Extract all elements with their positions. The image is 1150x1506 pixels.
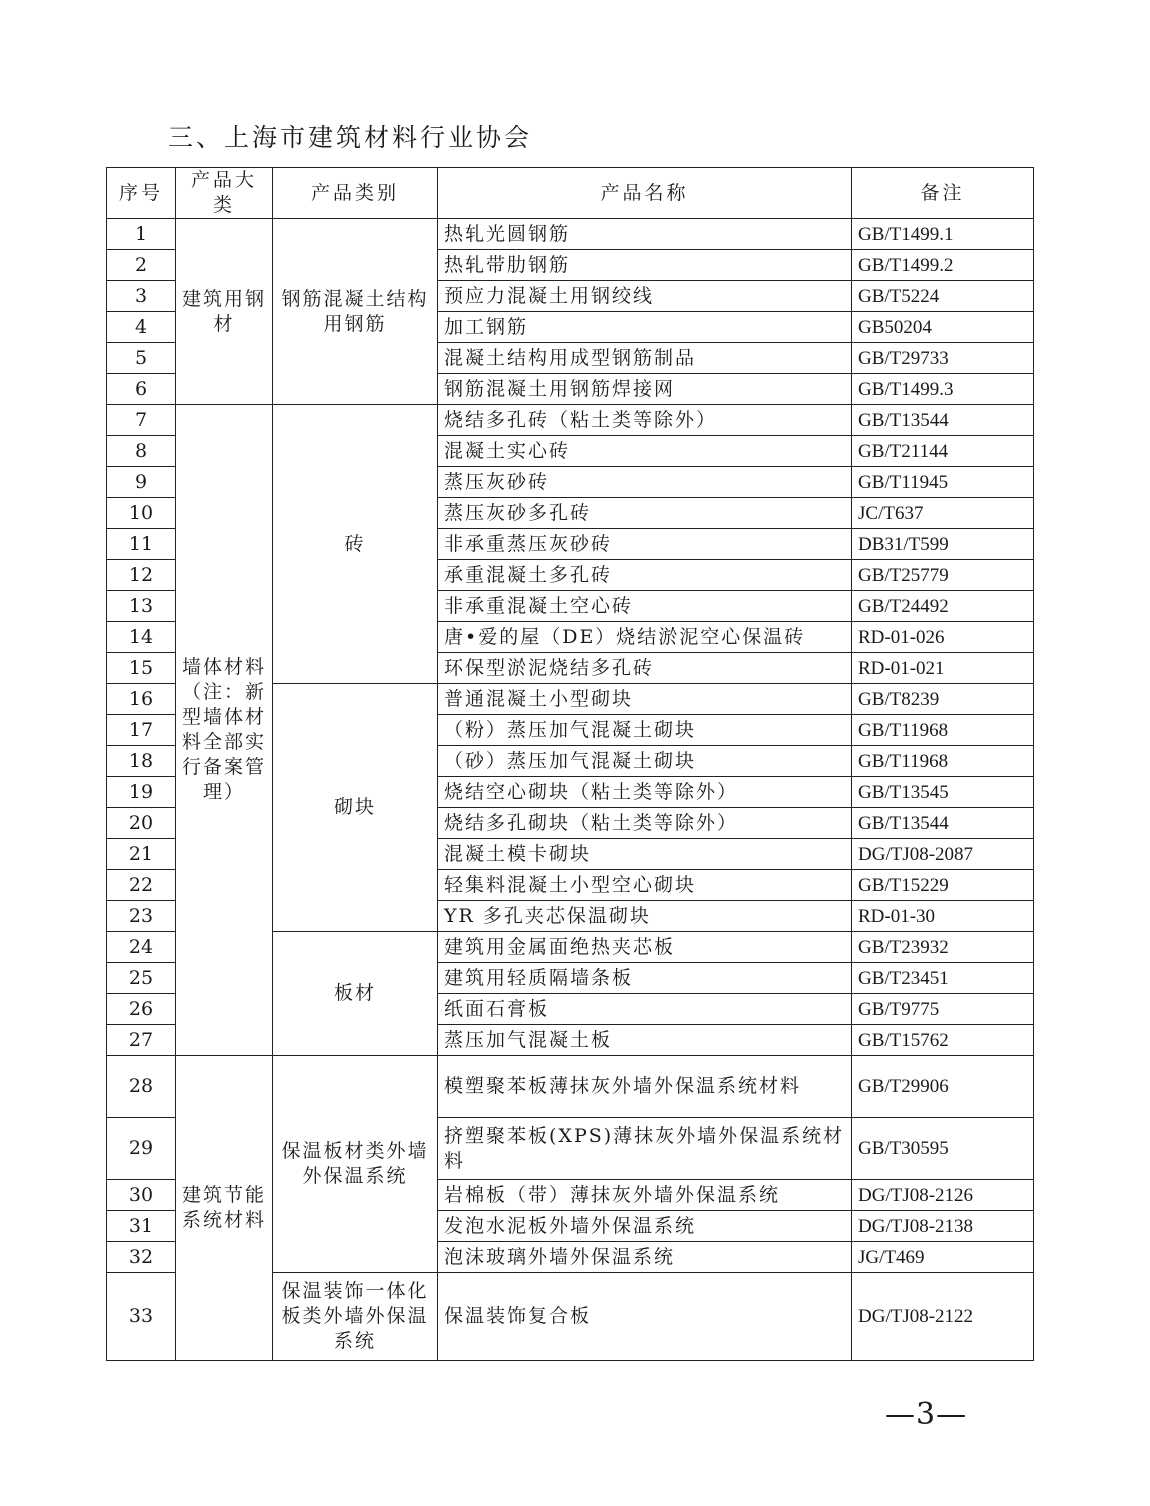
row-number: 26 — [107, 994, 176, 1025]
row-number: 4 — [107, 312, 176, 343]
standard-note: GB/T23451 — [852, 963, 1034, 994]
product-name: 承重混凝土多孔砖 — [438, 560, 852, 591]
product-name: 蒸压灰砂多孔砖 — [438, 498, 852, 529]
category-cell: 墙体材料（注：新型墙体材料全部实行备案管理） — [176, 405, 273, 1056]
subcategory-cell: 砌块 — [273, 684, 438, 932]
category-cell: 建筑节能系统材料 — [176, 1056, 273, 1361]
standard-note: GB/T1499.1 — [852, 219, 1034, 250]
standard-note: DG/TJ08-2138 — [852, 1211, 1034, 1242]
subcategory-cell: 钢筋混凝土结构用钢筋 — [273, 219, 438, 405]
standard-note: GB/T5224 — [852, 281, 1034, 312]
product-name: 发泡水泥板外墙外保温系统 — [438, 1211, 852, 1242]
row-number: 19 — [107, 777, 176, 808]
standard-note: GB50204 — [852, 312, 1034, 343]
product-name: 普通混凝土小型砌块 — [438, 684, 852, 715]
header-no: 序号 — [107, 168, 176, 219]
row-number: 28 — [107, 1056, 176, 1118]
standard-note: GB/T13544 — [852, 808, 1034, 839]
product-name: 混凝土模卡砌块 — [438, 839, 852, 870]
header-name: 产品名称 — [438, 168, 852, 219]
product-name: 烧结多孔砖（粘土类等除外） — [438, 405, 852, 436]
product-name: 挤塑聚苯板(XPS)薄抹灰外墙外保温系统材料 — [438, 1118, 852, 1180]
product-name: 混凝土实心砖 — [438, 436, 852, 467]
row-number: 8 — [107, 436, 176, 467]
product-name: 蒸压加气混凝土板 — [438, 1025, 852, 1056]
standard-note: GB/T1499.2 — [852, 250, 1034, 281]
product-name: 建筑用金属面绝热夹芯板 — [438, 932, 852, 963]
row-number: 23 — [107, 901, 176, 932]
standard-note: GB/T23932 — [852, 932, 1034, 963]
subcategory-cell: 保温板材类外墙外保温系统 — [273, 1056, 438, 1273]
header-note: 备注 — [852, 168, 1034, 219]
standard-note: GB/T9775 — [852, 994, 1034, 1025]
header-category: 产品大类 — [176, 168, 273, 219]
row-number: 13 — [107, 591, 176, 622]
product-name: 纸面石膏板 — [438, 994, 852, 1025]
category-cell: 建筑用钢材 — [176, 219, 273, 405]
standard-note: GB/T15762 — [852, 1025, 1034, 1056]
row-number: 9 — [107, 467, 176, 498]
table-row — [107, 405, 1034, 436]
product-name: 烧结空心砌块（粘土类等除外） — [438, 777, 852, 808]
standard-note: GB/T30595 — [852, 1118, 1034, 1180]
product-name: 环保型淤泥烧结多孔砖 — [438, 653, 852, 684]
product-name: YR 多孔夹芯保温砌块 — [438, 901, 852, 932]
row-number: 3 — [107, 281, 176, 312]
row-number: 33 — [107, 1273, 176, 1361]
standard-note: DB31/T599 — [852, 529, 1034, 560]
standard-note: RD-01-026 — [852, 622, 1034, 653]
standard-note: GB/T15229 — [852, 870, 1034, 901]
row-number: 31 — [107, 1211, 176, 1242]
header-subcategory: 产品类别 — [273, 168, 438, 219]
standard-note: GB/T24492 — [852, 591, 1034, 622]
standard-note: GB/T25779 — [852, 560, 1034, 591]
row-number: 24 — [107, 932, 176, 963]
standard-note: RD-01-021 — [852, 653, 1034, 684]
row-number: 7 — [107, 405, 176, 436]
standard-note: GB/T1499.3 — [852, 374, 1034, 405]
product-name: 泡沫玻璃外墙外保温系统 — [438, 1242, 852, 1273]
product-name: 模塑聚苯板薄抹灰外墙外保温系统材料 — [438, 1056, 852, 1118]
row-number: 22 — [107, 870, 176, 901]
product-name: （砂）蒸压加气混凝土砌块 — [438, 746, 852, 777]
standard-note: RD-01-30 — [852, 901, 1034, 932]
row-number: 2 — [107, 250, 176, 281]
table-row — [107, 219, 1034, 250]
product-name: 轻集料混凝土小型空心砌块 — [438, 870, 852, 901]
product-name: 蒸压灰砂砖 — [438, 467, 852, 498]
standard-note: GB/T29733 — [852, 343, 1034, 374]
row-number: 11 — [107, 529, 176, 560]
product-name: 唐•爱的屋（DE）烧结淤泥空心保温砖 — [438, 622, 852, 653]
row-number: 16 — [107, 684, 176, 715]
standard-note: JG/T469 — [852, 1242, 1034, 1273]
standard-note: GB/T29906 — [852, 1056, 1034, 1118]
standard-note: JC/T637 — [852, 498, 1034, 529]
subcategory-cell: 板材 — [273, 932, 438, 1056]
row-number: 6 — [107, 374, 176, 405]
standard-note: DG/TJ08-2126 — [852, 1180, 1034, 1211]
standard-note: GB/T13544 — [852, 405, 1034, 436]
standard-note: GB/T21144 — [852, 436, 1034, 467]
standard-note: GB/T11968 — [852, 746, 1034, 777]
product-name: 保温装饰复合板 — [438, 1273, 852, 1361]
product-name: 加工钢筋 — [438, 312, 852, 343]
table-row — [107, 1056, 1034, 1118]
product-name: 预应力混凝土用钢绞线 — [438, 281, 852, 312]
standard-note: GB/T8239 — [852, 684, 1034, 715]
product-name: 非承重蒸压灰砂砖 — [438, 529, 852, 560]
row-number: 20 — [107, 808, 176, 839]
standard-note: DG/TJ08-2122 — [852, 1273, 1034, 1361]
row-number: 27 — [107, 1025, 176, 1056]
product-name: 烧结多孔砌块（粘土类等除外） — [438, 808, 852, 839]
standard-note: DG/TJ08-2087 — [852, 839, 1034, 870]
page-number: —3— — [885, 1397, 968, 1432]
product-name: 建筑用轻质隔墙条板 — [438, 963, 852, 994]
row-number: 18 — [107, 746, 176, 777]
standard-note: GB/T11945 — [852, 467, 1034, 498]
table-body — [107, 219, 1034, 1361]
section-heading: 三、上海市建筑材料行业协会 — [168, 123, 533, 152]
product-name: 钢筋混凝土用钢筋焊接网 — [438, 374, 852, 405]
product-name: （粉）蒸压加气混凝土砌块 — [438, 715, 852, 746]
row-number: 29 — [107, 1118, 176, 1180]
row-number: 14 — [107, 622, 176, 653]
subcategory-cell: 保温装饰一体化板类外墙外保温系统 — [273, 1273, 438, 1361]
product-name: 热轧带肋钢筋 — [438, 250, 852, 281]
standard-note: GB/T13545 — [852, 777, 1034, 808]
standard-note: GB/T11968 — [852, 715, 1034, 746]
row-number: 15 — [107, 653, 176, 684]
product-table — [106, 167, 1034, 1361]
row-number: 25 — [107, 963, 176, 994]
row-number: 17 — [107, 715, 176, 746]
row-number: 12 — [107, 560, 176, 591]
product-name: 混凝土结构用成型钢筋制品 — [438, 343, 852, 374]
subcategory-cell: 砖 — [273, 405, 438, 684]
product-name: 热轧光圆钢筋 — [438, 219, 852, 250]
table-header-row — [107, 168, 1034, 219]
row-number: 21 — [107, 839, 176, 870]
product-name: 岩棉板（带）薄抹灰外墙外保温系统 — [438, 1180, 852, 1211]
row-number: 1 — [107, 219, 176, 250]
row-number: 30 — [107, 1180, 176, 1211]
row-number: 5 — [107, 343, 176, 374]
row-number: 10 — [107, 498, 176, 529]
product-name: 非承重混凝土空心砖 — [438, 591, 852, 622]
row-number: 32 — [107, 1242, 176, 1273]
